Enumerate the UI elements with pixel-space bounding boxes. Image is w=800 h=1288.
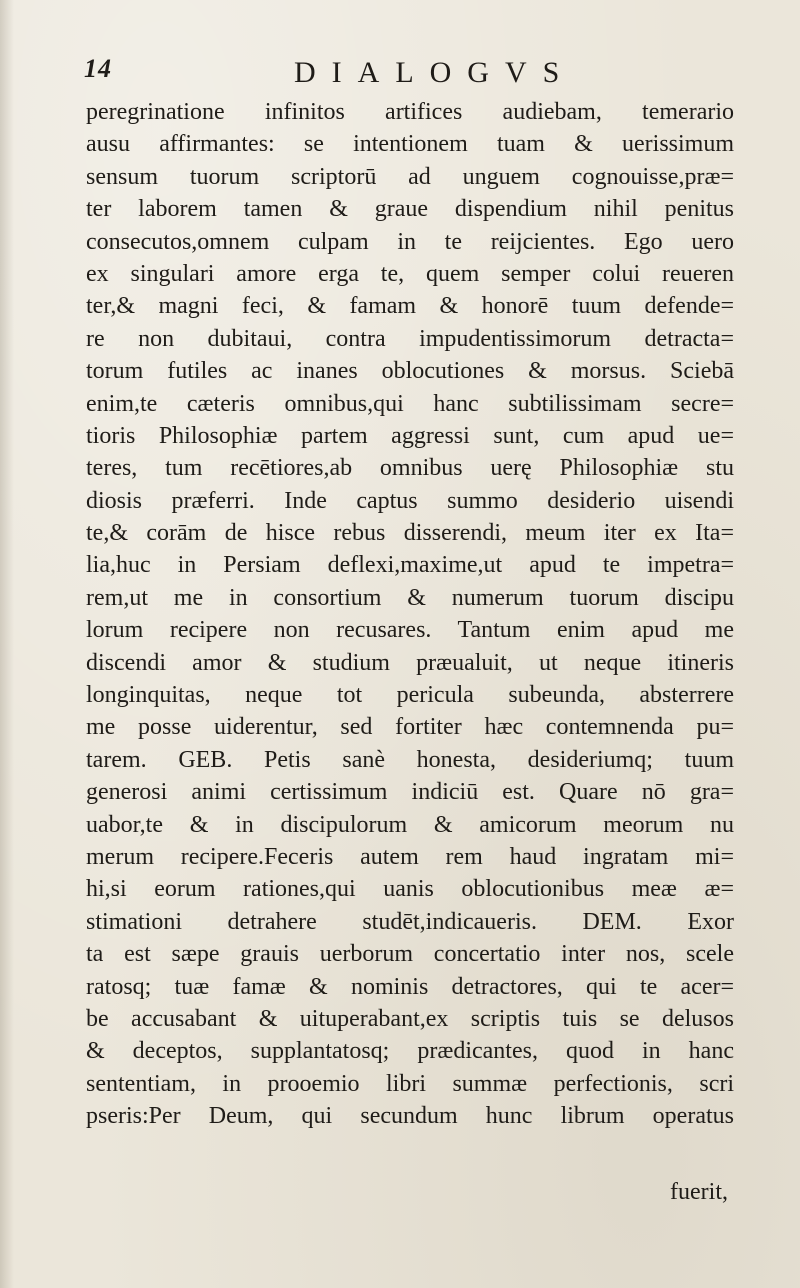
text-line: torum futiles ac inanes oblocutiones & morsus. Sciebā	[86, 358, 734, 385]
text-line: ta est sæpe grauis uerborum concertatio inter nos, scele	[86, 941, 734, 968]
text-line: teres, tum recētiores,ab omnibus uerę Philosophiæ stu	[86, 455, 734, 482]
text-line: peregrinatione infinitos artifices audiebam, temerario	[86, 99, 734, 125]
text-line: lia,huc in Persiam deflexi,maxime,ut apud te impetra=	[86, 552, 734, 579]
text-line: tioris Philosophiæ partem aggressi sunt, cum apud ue=	[86, 422, 734, 449]
text-line: ausu affirmantes: se intentionem tuam & uerissimum	[86, 131, 734, 158]
text-line: uabor,te & in discipulorum & amicorum meorum nu	[86, 811, 734, 838]
text-line: sensum tuorum scriptorū ad unguem cognouisse,præ=	[86, 163, 734, 190]
text-line: longinquitas, neque tot pericula subeunda, absterrere	[86, 682, 734, 709]
page-edge-shadow	[0, 0, 14, 1288]
text-line: tarem. GEB. Petis sanè honesta, desideriumq; tuum	[86, 746, 734, 773]
text-line: hi,si eorum rationes,qui uanis oblocutionibus meæ æ=	[86, 876, 734, 903]
text-line: consecutos,omnem culpam in te reijcientes. Ego uero	[86, 228, 734, 255]
text-line: stimationi detrahere studēt,indicaueris. DEM. Exor	[86, 908, 734, 935]
text-line: me posse uiderentur, sed fortiter hæc contemnenda pu=	[86, 714, 734, 741]
text-line: ex singulari amore erga te, quem semper colui reueren	[86, 260, 734, 287]
text-line: te,& corām de hisce rebus disserendi, meum iter ex Ita=	[86, 520, 734, 547]
text-line: merum recipere.Feceris autem rem haud ingratam mi=	[86, 843, 734, 870]
running-head: DIALOGVS	[294, 56, 576, 89]
text-line: ter laborem tamen & graue dispendium nihil penitus	[86, 196, 734, 223]
text-line: rem,ut me in consortium & numerum tuorum discipu	[86, 584, 734, 611]
catchword: fuerit,	[670, 1179, 728, 1205]
text-line: re non dubitaui, contra impudentissimorum detracta=	[86, 325, 734, 352]
text-line: enim,te cæteris omnibus,qui hanc subtilissimam secre=	[86, 390, 734, 417]
text-line: generosi animi certissimum indiciū est. Quare nō gra=	[86, 779, 734, 806]
text-line: ratosq; tuæ famæ & nominis detractores, qui te acer=	[86, 973, 734, 1000]
text-line: diosis præferri. Inde captus summo desiderio uisendi	[86, 487, 734, 514]
text-line: pseris:Per Deum, qui secundum hunc librum operatus	[86, 1103, 734, 1130]
text-line: be accusabant & uituperabant,ex scriptis tuis se delusos	[86, 1005, 734, 1032]
text-line: lorum recipere non recusares. Tantum enim apud me	[86, 617, 734, 644]
text-line: discendi amor & studium præualuit, ut neque itineris	[86, 649, 734, 676]
page-header	[84, 52, 744, 92]
text-line: & deceptos, supplantatosq; prædicantes, quod in hanc	[86, 1038, 734, 1065]
body-text	[86, 96, 734, 1133]
page-number: 14	[84, 54, 112, 83]
text-line: ter,& magni feci, & famam & honorē tuum defende=	[86, 293, 734, 320]
text-line: sententiam, in prooemio libri summæ perfectionis, scri	[86, 1070, 734, 1097]
